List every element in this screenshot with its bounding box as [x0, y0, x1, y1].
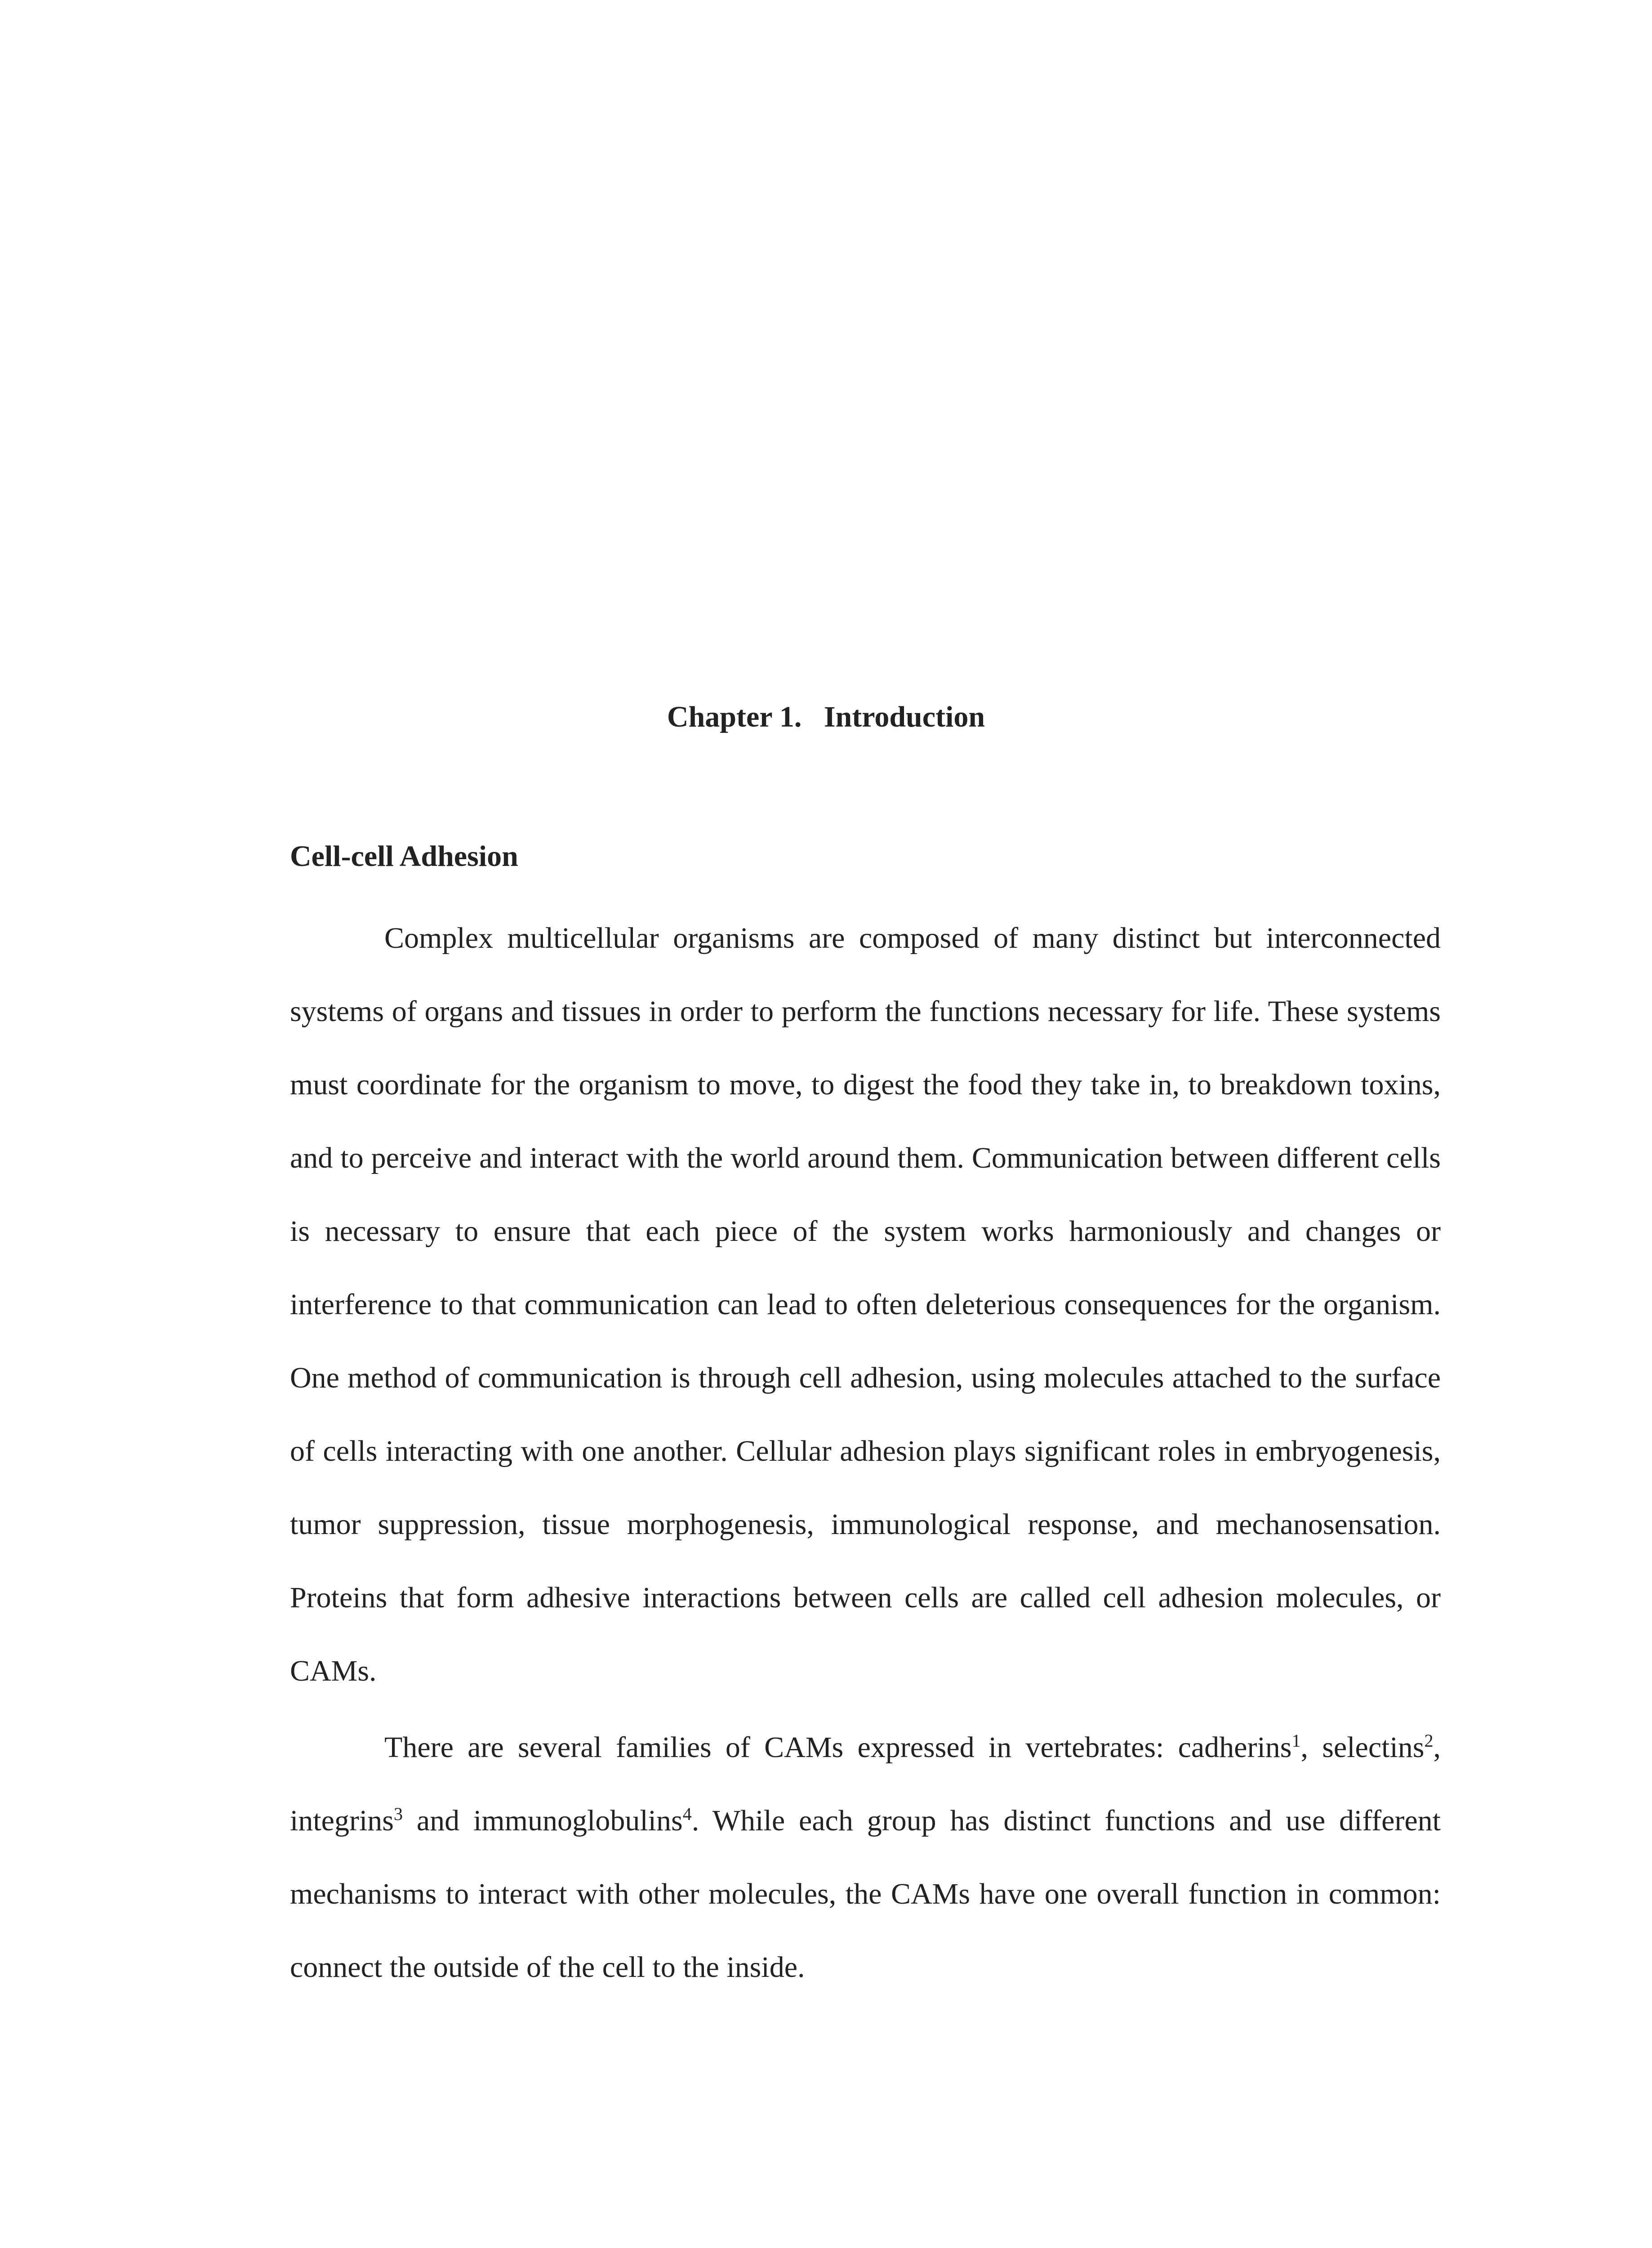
paragraph-2-text: [290, 1711, 1441, 2004]
paragraph-2-segment: , selectins: [1300, 1731, 1425, 1764]
chapter-title: Chapter 1. Introduction: [667, 700, 985, 733]
citation-ref: 2: [1424, 1731, 1434, 1751]
paragraph-2-segment: There are several families of CAMs expressed in vertebrates: cadherins: [384, 1731, 1292, 1764]
paragraph-1-text: Complex multicellular organisms are composed of many distinct but interconnected systems of organs and tissues in order to perform the functions necessary for life. These systems must coordinate for the organism to move, to digest the food they take in, to breakdown toxins, and to perceive and interact with the world around them. Communication between different cells is necessary to ensure that each piece of the system works harmoniously and changes or interference to that communication can lead to often deleterious consequences for the organism. One method of communication is through cell adhesion, using molecules attached to the surface of cells interacting with one another. Cellular adhesion plays significant roles in embryogenesis, tumor suppression, tissue morphogenesis, immunological response, and mechanosensation. Proteins that form adhesive interactions between cells are called cell adhesion molecules, or CAMs.: [290, 922, 1441, 1687]
paragraph-1: [290, 901, 1441, 1708]
paragraph-2-segment: , integrins: [290, 1731, 1441, 1837]
citation-ref: 1: [1291, 1731, 1301, 1751]
paragraph-2: [290, 1711, 1441, 2004]
paragraph-2-segment: . While each group has distinct functions and use different mechanisms to interact with other molecules, the CAMs have one overall function in common: connect the outside of the cell to the inside.: [290, 1804, 1441, 1984]
citation-ref: 3: [393, 1804, 403, 1824]
paragraph-2-segment: and immunoglobulins: [402, 1804, 683, 1837]
section-heading: Cell-cell Adhesion: [290, 840, 518, 873]
citation-ref: 4: [682, 1804, 692, 1824]
